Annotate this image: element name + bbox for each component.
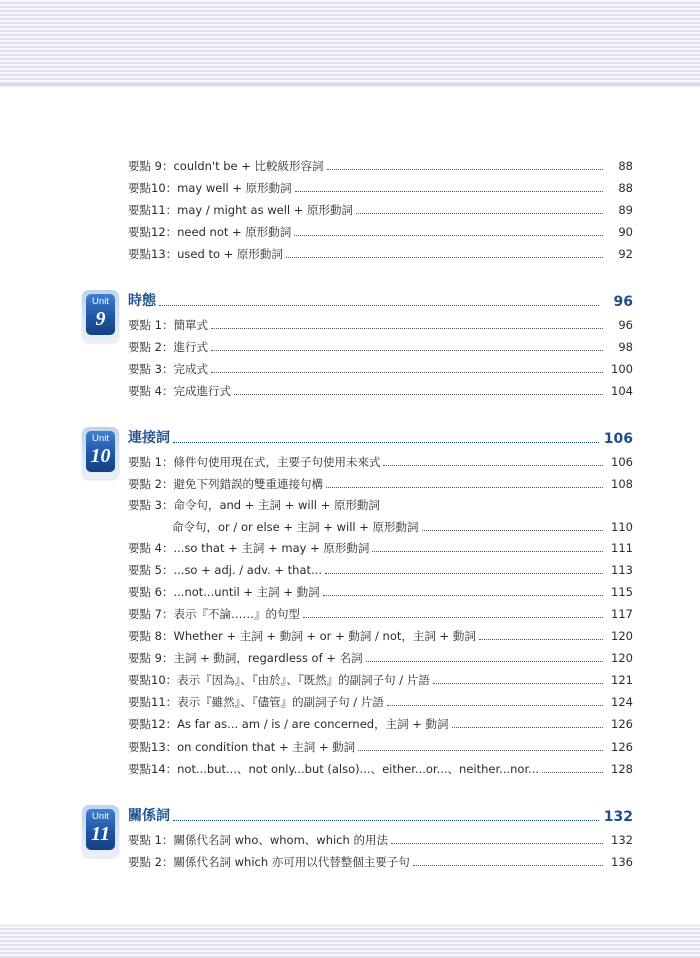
- toc-entry[interactable]: [128, 494, 633, 512]
- dot-leader: [211, 372, 603, 373]
- toc-entry-page: 108: [611, 477, 633, 491]
- toc-entry-page: 132: [611, 833, 633, 847]
- toc-entry-label: 命令句，or / or else + 主詞 + will + 原形動詞: [172, 520, 419, 534]
- toc-entry[interactable]: [128, 314, 633, 332]
- dot-leader: [323, 595, 603, 596]
- toc-entry-page: 124: [611, 695, 633, 709]
- dot-leader: [294, 235, 603, 236]
- dot-leader: [356, 213, 603, 214]
- unit-badge-number: 10: [90, 445, 111, 467]
- unit-page: 106: [603, 431, 633, 447]
- footer-stripe-band: [0, 926, 700, 958]
- toc-entry-page: 117: [611, 607, 633, 621]
- unit-page: 96: [613, 294, 633, 310]
- toc-entry-label: 要點 1：關係代名詞 who、whom、which 的用法: [128, 833, 388, 847]
- toc-entry[interactable]: [128, 758, 633, 776]
- dot-leader: [383, 465, 603, 466]
- toc-entry-label: 要點11：may / might as well + 原形動詞: [128, 203, 354, 217]
- toc-entry[interactable]: [128, 647, 633, 665]
- toc-entry-label: 要點 3：完成式: [128, 362, 208, 376]
- unit-badge: [82, 427, 119, 479]
- dot-leader: [452, 727, 603, 728]
- dot-leader: [387, 705, 603, 706]
- dot-leader: [211, 350, 603, 351]
- dot-leader: [366, 661, 603, 662]
- toc-entry-continuation[interactable]: [172, 516, 633, 534]
- unit-title: 關係詞: [128, 808, 170, 824]
- unit-title-entry[interactable]: [128, 427, 633, 447]
- toc-entry[interactable]: [128, 358, 633, 376]
- dot-leader: [327, 169, 603, 170]
- unit-page: 132: [603, 809, 633, 825]
- toc-entry[interactable]: [128, 669, 633, 687]
- toc-entry-label: 要點 4：完成進行式: [128, 384, 231, 398]
- unit-badge: [82, 805, 119, 857]
- unit-badge-word: Unit: [92, 433, 109, 444]
- toc-entry-page: 90: [618, 225, 633, 239]
- dot-leader: [422, 530, 603, 531]
- dot-leader: [372, 551, 603, 552]
- toc-entry[interactable]: [128, 243, 633, 261]
- toc-entry-label: 要點 2：關係代名詞 which 亦可用以代替整個主要子句: [128, 855, 410, 869]
- toc-entry-page: 115: [611, 585, 633, 599]
- toc-entry-page: 128: [611, 762, 633, 776]
- unit-badge-word: Unit: [92, 811, 109, 822]
- toc-entry[interactable]: [128, 177, 633, 195]
- toc-entry-page: 120: [611, 629, 633, 643]
- toc-entry-page: 98: [618, 340, 633, 354]
- toc-entry[interactable]: [128, 451, 633, 469]
- dot-leader: [234, 394, 603, 395]
- dot-leader: [479, 639, 603, 640]
- toc-entry-page: 121: [611, 673, 633, 687]
- toc-entry-page: 126: [611, 740, 633, 754]
- toc-entry-label: 要點 1：簡單式: [128, 318, 208, 332]
- toc-entry[interactable]: [128, 581, 633, 599]
- toc-entry[interactable]: [128, 537, 633, 555]
- toc-entry-label: 要點 3：命令句，and + 主詞 + will + 原形動詞: [128, 498, 380, 512]
- toc-entry-label: 要點 4：...so that + 主詞 + may + 原形動詞: [128, 541, 370, 555]
- toc-entry-page: 88: [618, 159, 633, 173]
- toc-entry[interactable]: [128, 851, 633, 869]
- toc-entry[interactable]: [128, 380, 633, 398]
- dot-leader: [286, 257, 603, 258]
- unit-title-entry[interactable]: [128, 805, 633, 825]
- dot-leader: [391, 843, 603, 844]
- dot-leader: [542, 772, 603, 773]
- toc-entry-label: 要點14：not...but...、not only...but (also)...、either...or...、neither...nor...: [128, 762, 540, 776]
- toc-entry-label: 要點 7：表示『不論……』的句型: [128, 607, 300, 621]
- toc-entry-page: 136: [611, 855, 633, 869]
- toc-entry-page: 89: [618, 203, 633, 217]
- dot-leader: [326, 487, 603, 488]
- toc-entry-label: 要點10：may well + 原形動詞: [128, 181, 292, 195]
- dot-leader: [173, 820, 599, 821]
- toc-entry-page: 88: [618, 181, 633, 195]
- toc-entry[interactable]: [128, 155, 633, 173]
- toc-entry[interactable]: [128, 691, 633, 709]
- toc-entry-label: 要點12：need not + 原形動詞: [128, 225, 292, 239]
- toc-entry[interactable]: [128, 473, 633, 491]
- unit-title: 連接詞: [128, 430, 170, 446]
- toc-entry-page: 110: [611, 520, 633, 534]
- dot-leader: [413, 865, 603, 866]
- toc-entry[interactable]: [128, 829, 633, 847]
- toc-entry[interactable]: [128, 221, 633, 239]
- unit-badge-word: Unit: [92, 296, 109, 307]
- unit-badge-number: 9: [95, 308, 106, 330]
- toc-entry-label: 要點12：As far as... am / is / are concerned，主詞 + 動詞: [128, 717, 449, 731]
- toc-entry-label: 要點 8：Whether + 主詞 + 動詞 + or + 動詞 / not，主詞 + 動詞: [128, 629, 476, 643]
- toc-entry[interactable]: [128, 625, 633, 643]
- dot-leader: [325, 573, 603, 574]
- toc-entry[interactable]: [128, 336, 633, 354]
- toc-entry-label: 要點13：on condition that + 主詞 + 動詞: [128, 740, 356, 754]
- toc-entry-label: 要點 9：主詞 + 動詞，regardless of + 名詞: [128, 651, 363, 665]
- toc-entry-page: 100: [611, 362, 633, 376]
- unit-title: 時態: [128, 293, 156, 309]
- header-stripe-edge: [0, 84, 700, 88]
- toc-entry-label: 要點13：used to + 原形動詞: [128, 247, 283, 261]
- unit-badge-number: 11: [91, 823, 110, 845]
- dot-leader: [159, 305, 599, 306]
- toc-entry-page: 126: [611, 717, 633, 731]
- toc-entry-label: 要點 1：條件句使用現在式，主要子句使用未來式: [128, 455, 381, 469]
- toc-entry[interactable]: [128, 736, 633, 754]
- dot-leader: [295, 191, 603, 192]
- toc-entry-label: 要點 2：進行式: [128, 340, 208, 354]
- toc-entry[interactable]: [128, 559, 633, 577]
- dot-leader: [211, 328, 603, 329]
- toc-entry-page: 104: [611, 384, 633, 398]
- header-stripe-band: [0, 0, 700, 86]
- toc-entry-label: 要點10：表示『因為』、『由於』、『既然』的副詞子句 / 片語: [128, 673, 430, 687]
- dot-leader: [433, 683, 603, 684]
- dot-leader: [173, 442, 599, 443]
- unit-title-entry[interactable]: [128, 290, 633, 310]
- toc-entry-label: 要點 5：...so + adj. / adv. + that...: [128, 563, 322, 577]
- toc-entry-page: 120: [611, 651, 633, 665]
- toc-entry-page: 111: [611, 541, 633, 555]
- dot-leader: [358, 750, 603, 751]
- toc-entry[interactable]: [128, 713, 633, 731]
- toc-entry-page: 106: [611, 455, 633, 469]
- toc-entry-page: 92: [618, 247, 633, 261]
- toc-entry-label: 要點 2：避免下列錯誤的雙重連接句構: [128, 477, 323, 491]
- unit-badge: [82, 290, 119, 342]
- toc-entry[interactable]: [128, 199, 633, 217]
- toc-entry[interactable]: [128, 603, 633, 621]
- dot-leader: [303, 617, 603, 618]
- toc-entry-page: 113: [611, 563, 633, 577]
- toc-entry-label: 要點11：表示『雖然』、『儘管』的副詞子句 / 片語: [128, 695, 384, 709]
- toc-entry-label: 要點 9：couldn't be + 比較級形容詞: [128, 159, 324, 173]
- toc-entry-label: 要點 6：...not...until + 主詞 + 動詞: [128, 585, 320, 599]
- toc-entry-page: 96: [618, 318, 633, 332]
